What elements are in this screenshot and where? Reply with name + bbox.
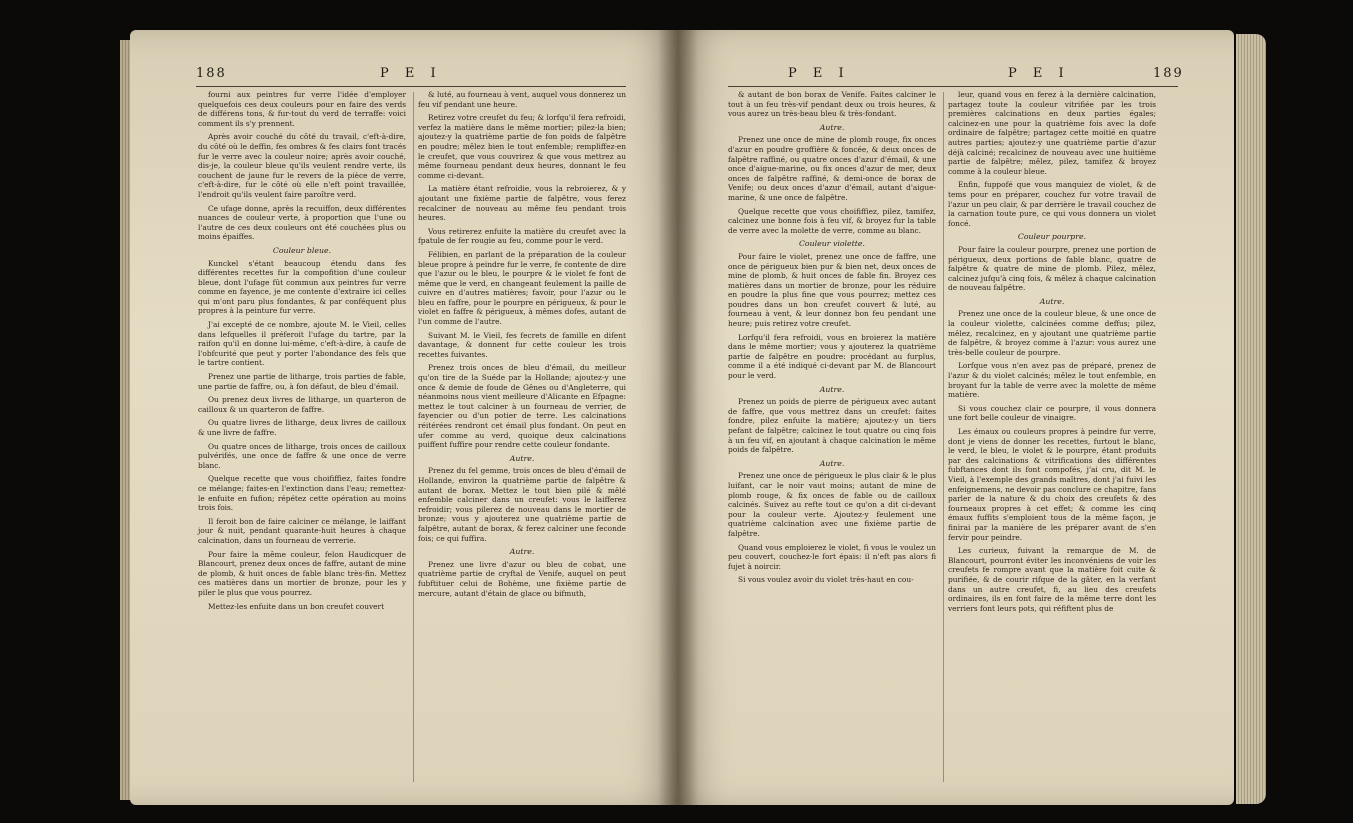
paragraph: Mettez-les enfuite dans un bon creufet couvert	[208, 601, 385, 611]
paragraph: Kunckel s'étant beaucoup étendu dans fes différentes recettes fur la compofition d'une couleur bleue, dont l'ufage fût commun aux peintres fur verre comme en fayence, je me contente d'extraire ici celles qui m'ont paru plus fondantes, & par conféquent plus propres à la peinture fur verre.	[198, 258, 406, 316]
paragraph: fourni aux peintres fur verre l'idée d'employer quelquefois ces deux couleurs pour en faire des verds de différens tons, & fur-tout du verd de terraffe: voici comment ils s'y prennent.	[198, 90, 406, 128]
open-book	[130, 30, 1240, 815]
paragraph: Suivant M. le Vieil, fes fecrets de famille en difent davantage, & donnent fur cette couleur les trois recettes fuivantes.	[418, 330, 626, 359]
right-running-head-2: P E I	[1008, 66, 1070, 81]
section-heading: Autre.	[1039, 296, 1065, 306]
paragraph: Prenez du fel gemme, trois onces de bleu d'émail de Hollande, environ la quatrième partie de falpêtre & autant de borax. Mettez le tout bien pilé & mêlé enfemble calciner dans un creufet: vous le laifferez refroidir; vous pilerez de nouveau dans le mortier de bronze; vous y ajouterez une quatrième partie de falpêtre, autant de borax, & ferez calciner une feconde fois; ce qui fuffira.	[418, 466, 626, 543]
paragraph: Quelque recette que vous choififfiez, pilez, tamifez, calcinez une bonne fois à feu vif, & broyez fur la table de verre avec la molette de verre, comme au blanc.	[728, 206, 936, 235]
paragraph: Il feroit bon de faire calciner ce mélange, le laiffant jour & nuit, pendant quarante-huit heures à chaque calcination, dans un fourneau de verrerie.	[198, 516, 406, 545]
left-folio: 188	[196, 66, 227, 81]
paragraph: Ce ufage donne, après la recuiffon, deux différentes nuances de couleur verte, à proportion que l'une ou l'autre de ces deux couleurs ont été couchées plus ou moins épaiffes.	[198, 203, 406, 242]
paragraph: & luté, au fourneau à vent, auquel vous donnerez un feu vif pendant une heure.	[418, 90, 626, 109]
paragraph: Si vous couchez clair ce pourpre, il vous donnera une fort belle couleur de vinaigre.	[948, 403, 1156, 423]
paragraph: Vous retirerez enfuite la matière du creufet avec la fpatule de fer rougie au feu, comme pour le verd.	[418, 226, 626, 246]
paragraph: Prenez une livre d'azur ou bleu de cobat, une quatrième partie de cryftal de Venife, auquel on peut fubftituer celui de Bohème, une fixième partie de mercure, autant d'étain de glace ou bifmuth,	[418, 559, 626, 598]
paragraph: Si vous voulez avoir du violet très-haut en cou-	[738, 575, 914, 585]
paragraph: Prenez une once de périgueux le plus clair & le plus luifant, car le noir vaut moins; autant de mine de plomb rouge, & fix onces de fable ou de cailloux calcinés. Suivez au refte tout ce qu'on a dit ci-devant pour la couleur verte. Ajoutez-y feulement une quatrième calcination avec une fixième partie de falpêtre.	[728, 471, 936, 538]
paragraph: Les curieux, fuivant la remarque de M. de Blancourt, pourront éviter les inconvéniens de voir les creufets fe rompre avant que la matière foit cuite & purifiée, & de courir rifque de la gâter, en la verfant dans un autre creufet, fi, au lieu des creufets ordinaires, ils en font faire de la même terre dont les verriers font leurs pots, qui réfiftent plus de	[948, 546, 1156, 613]
paragraph: Pour faire la couleur pourpre, prenez une portion de périgueux, deux portions de fable blanc, quatre de falpêtre & quatre de mine de plomb. Pilez, mêlez, calcinez jufqu'à cinq fois, & mêlez à chaque calcination de nouveau falpêtre.	[948, 244, 1156, 293]
paragraph: Quand vous emploierez le violet, fi vous le voulez un peu couvert, couchez-le fort épais: il n'eft pas alors fi fujet à noircir.	[728, 542, 936, 571]
paragraph: Prenez un poids de pierre de périgueux avec autant de faffre, que vous mettrez dans un creufet: faites fondre, pilez enfuite la matière; ajoutez-y un tiers pefant de falpêtre; calcinez le tout quatre ou cinq fois à un feu vif, en ajoutant à chaque calcination le même poids de falpêtre.	[728, 397, 936, 455]
right-folio: 189	[1153, 66, 1184, 81]
paragraph: Prenez une partie de litharge, trois parties de fable, une partie de faffre, ou, à fon défaut, de bleu d'émail.	[198, 372, 406, 391]
left-page	[130, 30, 678, 805]
paragraph: & autant de bon borax de Venife. Faites calciner le tout à un feu très-vif pendant deux ou trois heures, & vous aurez un très-beau bleu & très-fondant.	[728, 90, 936, 119]
paragraph: Lorfqu'il fera refroidi, vous en broierez la matière dans le même mortier; vous y ajouterez la quatrième partie de falpêtre en poudre: procédant au furplus, comme il a été indiqué ci-devant par M. de Blancourt pour le verd.	[728, 332, 936, 381]
right-running-head-1: P E I	[788, 66, 850, 81]
paragraph: Retirez votre creufet du feu; & lorfqu'il fera refroidi, verfez la matière dans le même mortier; pilez-la bien; ajoutez-y la quatrième partie de fon poids de falpêtre en poudre; mêlez bien le tout enfemble; rempliffez-en le creufet, que vous couvrirez & que vous mettrez au même fourneau pendant deux heures, donnant le feu comme ci-devant.	[418, 113, 626, 180]
section-heading: Autre.	[819, 458, 845, 468]
paragraph: Prenez une once de mine de plomb rouge, fix onces d'azur en poudre groffière & foncée, & deux onces de falpêtre raffiné, ou quatre onces d'azur d'émail, & une once d'aigue-marine, ou fix onces d'azur de mer, deux onces de falpêtre raffiné, & demi-once de borax de Venife; ou deux onces d'azur d'émail, autant d'aigue-marine, & une once de falpêtre.	[728, 135, 936, 202]
paragraph: Ou quatre onces de litharge, trois onces de cailloux pulvérifés, une once de faffre & une once de verre blanc.	[198, 441, 406, 470]
paragraph: Les émaux ou couleurs propres à peindre fur verre, dont je viens de donner les recettes, furtout le blanc, le verd, le bleu, le violet & le pourpre, étant produits par des calcinations & vitrifications des différentes fubftances dont ils font compofés, j'ai cru, dit M. le Vieil, à l'exemple des grands maîtres, dont j'ai fuivi les enfeignemens, ne devoir pas conclure ce chapitre, fans parler de la nature & du choix des creufets & des fourneaux propres à cet effet; & comme les cinq émaux fuffits s'emploient tous de la même façon, je finirai par la manière de les préparer avant de s'en fervir pour peindre.	[948, 427, 1156, 542]
right-page	[678, 30, 1234, 805]
right-column-1	[728, 90, 936, 589]
paragraph: Pour faire le violet, prenez une once de faffre, une once de périgueux bien pur & bien net, deux onces de mine de plomb, & huit onces de fable fin. Broyez ces matières dans un mortier de bronze, pour les réduire en poudre la plus fine que vous pourrez; mettez ces poudres dans un bon creufet couvert & luté, au fourneau à vent, & leur donnez bon feu pendant une heure; puis retirez votre creufet.	[728, 251, 936, 329]
right-column-2	[948, 90, 1156, 617]
paragraph: Ou quatre livres de litharge, deux livres de cailloux & une livre de faffre.	[198, 418, 406, 437]
section-heading: Autre.	[509, 453, 535, 463]
paragraph: Félibien, en parlant de la préparation de la couleur bleue propre à peindre fur le verre, fe contente de dire que l'azur ou le bleu, le pourpre & le violet fe font de même que le verd, en changeant feulement la paille de cuivre en d'autres matières; favoir, pour l'azur ou le bleu en faffre, pour le pourpre en périgueux, & pour le violet en faffre & périgueux, à mêmes dofes, autant de l'un comme de l'autre.	[418, 249, 626, 327]
right-page-edges	[1236, 34, 1266, 804]
paragraph: Pour faire la même couleur, felon Haudicquer de Blancourt, prenez deux onces de faffre, autant de mine de plomb, & huit onces de fable blanc très-fin. Mettez ces matières dans un mortier de bronze, pour les y piler le plus que vous pourrez.	[198, 549, 406, 597]
section-heading: Couleur bleue.	[272, 245, 332, 255]
section-heading: Autre.	[819, 122, 845, 132]
paragraph: J'ai excepté de ce nombre, ajoute M. le Vieil, celles dans lefquelles il préferoit l'ufage du tartre, par la raifon qu'il en donne lui-même, c'eft-à-dire, à caufe de l'obfcurité que peut y porter l'abondance des fels que le tartre contient.	[198, 320, 406, 368]
left-column-2	[418, 90, 626, 602]
paragraph: Lorfque vous n'en avez pas de préparé, prenez de l'azur & du violet calcinés; mêlez le tout enfemble, en broyant fur la table de verre avec la molette de même matière.	[948, 361, 1156, 400]
paragraph: Prenez trois onces de bleu d'émail, du meilleur qu'on tire de la Suéde par la Hollande; ajoutez-y une once & demie de foude de Gênes ou d'Angleterre, qui néanmoins nous vient meilleure d'Alicante en Efpagne: mettez le tout calciner à un fourneau de verrier, de fayencier ou d'un potier de terre. Les calcinations réitérées rendront cet émail plus fondant. On peut en ufer comme au verd, quoique deux calcinations puiffent fuffire pour rendre cette couleur fondante.	[418, 363, 626, 450]
section-heading: Autre.	[509, 547, 535, 557]
paragraph: La matière étant refroidie, vous la rebroierez, & y ajoutant une fixième partie de falpêtre, vous ferez recalciner de nouveau au même feu pendant trois heures.	[418, 184, 626, 223]
paragraph: Ou prenez deux livres de litharge, un quarteron de cailloux & un quarteron de faffre.	[198, 395, 406, 414]
paragraph: Enfin, fuppofé que vous manquiez de violet, & de tems pour en préparer, couchez fur votre travail de l'azur un peu clair, & par derrière le travail couchez de la carnation toute pure, ce qui vous donnera un violet foncé.	[948, 180, 1156, 228]
section-heading: Autre.	[819, 384, 845, 394]
paragraph: Quelque recette que vous choififfiez, faites fondre ce mélange; faites-en l'extinction dans l'eau; remettez-le enfuite en fufion; répétez cette opération au moins trois fois.	[198, 474, 406, 513]
section-heading: Couleur pourpre.	[1017, 232, 1087, 242]
right-head-rule	[728, 86, 1178, 87]
right-column-divider	[943, 92, 944, 782]
left-column-1	[198, 90, 406, 615]
book-gutter	[658, 30, 698, 805]
left-column-divider	[413, 92, 414, 782]
paragraph: Prenez une once de la couleur bleue, & une once de la couleur violette, calcinées comme deffus; pilez, mêlez, recalcinez, en y ajoutant une quatrième partie de falpêtre, & broyez comme à l'azur: vous aurez une très-belle couleur de pourpre.	[948, 309, 1156, 357]
left-running-head: P E I	[380, 66, 442, 81]
paragraph: Après avoir couché du côté du travail, c'eft-à-dire, du côté où le deffin, fes ombres & fes clairs font tracés fur le verre avec la couleur noire; après avoir couché, dis-je, la couleur bleue qu'ils veulent rendre verte, ils couchent de jaune fur le revers de la pièce de verre, c'eft-à-dire, fur le côté où elle n'eft point travaillée, l'endroit qu'ils veulent faire paroître verd.	[198, 132, 406, 199]
paragraph: leur, quand vous en ferez à la dernière calcination, partagez toute la couleur vitrifiée par les trois premières calcinations en deux parties égales; calcinez-en une pour la quatrième fois avec la dofe ordinaire de falpêtre; partagez cette moitié en quatre autres parties; ajoutez-y une quatrième partie d'azur déjà calciné; recalcinez de nouveau avec une huitième partie de falpêtre; mêlez, pilez, tamifez & broyez comme à la couleur bleue.	[948, 90, 1156, 176]
left-head-rule	[196, 86, 626, 87]
section-heading: Couleur violette.	[798, 239, 866, 249]
